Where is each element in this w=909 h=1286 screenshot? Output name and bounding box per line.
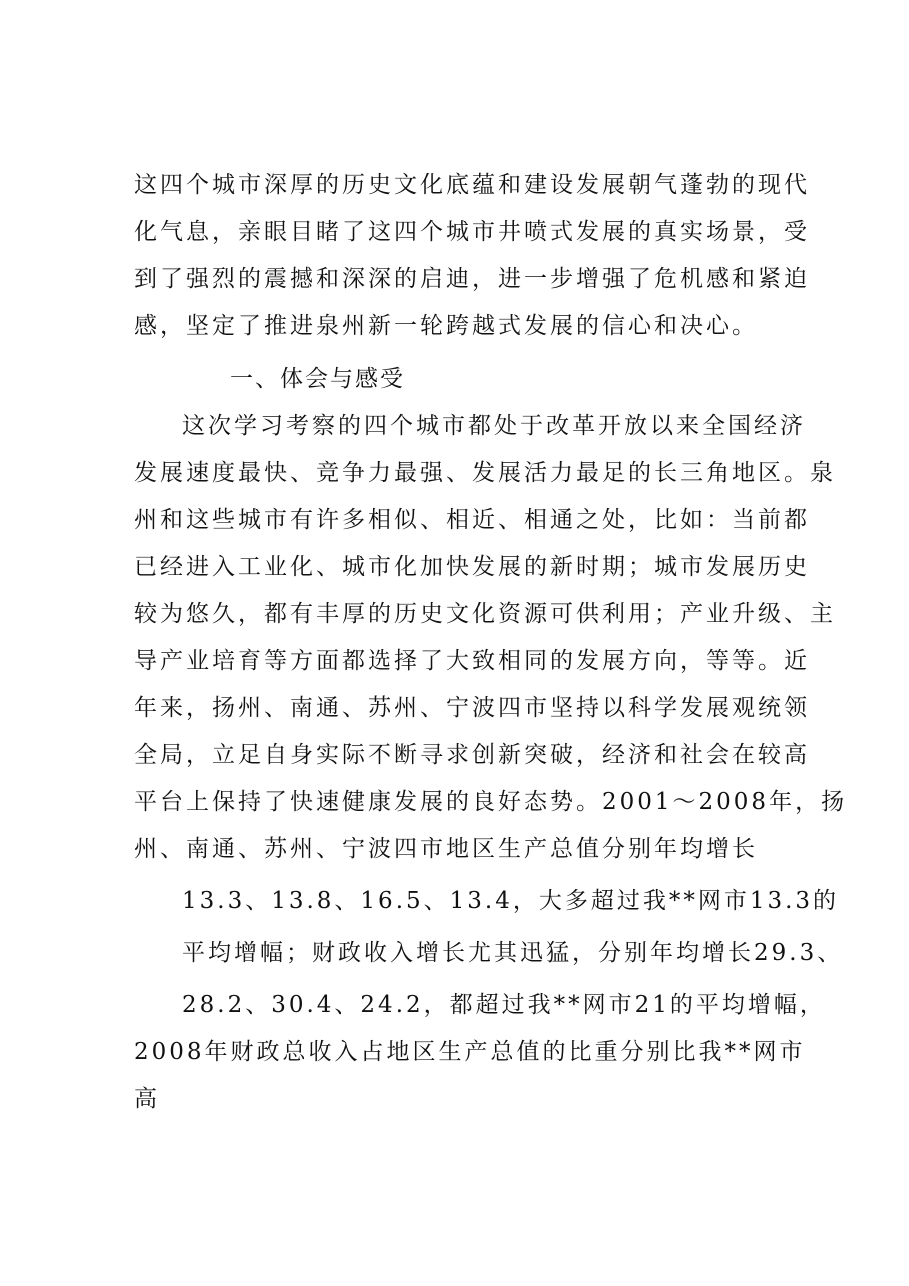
body-text-line: 平均增幅；财政收入增长尤其迅猛，分别年均增长29.3、 xyxy=(182,940,844,966)
body-text-line: 到了强烈的震撼和深深的启迪，进一步增强了危机感和紧迫 xyxy=(134,266,810,292)
section-heading: 一、体会与感受 xyxy=(230,366,405,392)
body-text-line: 导产业培育等方面都选择了大致相同的发展方向，等等。近 xyxy=(134,648,810,674)
body-text-line: 这次学习考察的四个城市都处于改革开放以来全国经济 xyxy=(182,413,806,439)
body-text-line: 感，坚定了推进泉州新一轮跨越式发展的信心和决心。 xyxy=(134,313,758,339)
body-text-line: 已经进入工业化、城市化加快发展的新时期；城市发展历史 xyxy=(134,554,810,580)
body-text-line: 28.2、30.4、24.2，都超过我**网市21的平均增幅， xyxy=(182,992,826,1018)
body-text-line: 平台上保持了快速健康发展的良好态势。2001～2008年，扬 xyxy=(134,789,848,815)
body-text-line: 全局，立足自身实际不断寻求创新突破，经济和社会在较高 xyxy=(134,742,810,768)
body-text-line: 2008年财政总收入占地区生产总值的比重分别比我**网市 xyxy=(134,1039,806,1065)
body-text-line: 高 xyxy=(134,1086,160,1112)
body-text-line: 化气息，亲眼目睹了这四个城市井喷式发展的真实场景，受 xyxy=(134,219,810,245)
body-text-line: 州和这些城市有许多相似、相近、相通之处，比如：当前都 xyxy=(134,507,810,533)
body-text-line: 较为悠久，都有丰厚的历史文化资源可供利用；产业升级、主 xyxy=(134,601,836,627)
body-text-line: 年来，扬州、南通、苏州、宁波四市坚持以科学发展观统领 xyxy=(134,695,810,721)
body-text-line: 13.3、13.8、16.5、13.4，大多超过我**网市13.3的 xyxy=(182,888,840,914)
body-text-line: 发展速度最快、竞争力最强、发展活力最足的长三角地区。泉 xyxy=(134,460,836,486)
body-text-line: 这四个城市深厚的历史文化底蕴和建设发展朝气蓬勃的现代 xyxy=(134,172,810,198)
body-text-line: 州、南通、苏州、宁波四市地区生产总值分别年均增长 xyxy=(134,836,758,862)
